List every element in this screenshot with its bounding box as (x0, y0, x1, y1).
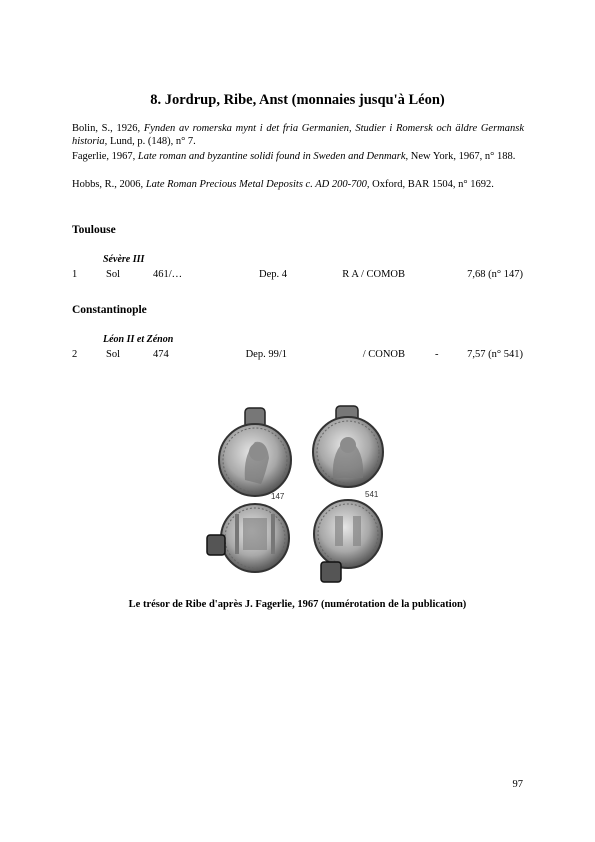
coin-147-obverse (219, 408, 291, 496)
bib-author: Bolin, S., 1926, (72, 123, 144, 134)
page-title: 8. Jordrup, Ribe, Anst (monnaies jusqu'à Léon) (150, 92, 445, 108)
ruler-heading: Sévère III (103, 254, 145, 265)
bib-details: , New York, 1967, n° 188. (405, 151, 516, 162)
coin-date: 474 (153, 349, 169, 360)
coin-label-147: 147 (271, 492, 285, 501)
bib-details: Oxford, BAR 1504, n° 1692. (369, 179, 494, 190)
coin-deposit: Dep. 99/1 (245, 349, 287, 360)
coin-number: 1 (72, 269, 78, 280)
bib-details: Lund, p. (148), n° 7. (107, 136, 196, 147)
bib-title: Fynden av romerska mynt i det fria Germanien, Studier i Romersk och äldre Germansk historia, (72, 123, 524, 147)
coin-541-reverse (314, 500, 382, 582)
coin-541-obverse (313, 406, 383, 487)
mint-heading: Toulouse (72, 224, 116, 236)
bib-author: Hobbs, R., 2006, (72, 179, 146, 190)
coin-dash: - (435, 349, 439, 360)
bibliography-entry (72, 122, 524, 148)
coin-legend: R A / COMOB (342, 269, 405, 280)
coin-deposit: Dep. 4 (259, 269, 287, 280)
ruler-heading: Léon II et Zénon (103, 334, 174, 345)
coin-number: 2 (72, 349, 78, 360)
coin-photographs (205, 400, 390, 590)
page-number: 97 (512, 779, 523, 790)
coin-147-reverse (207, 504, 289, 572)
coin-type: Sol (106, 269, 121, 280)
coin-legend: / CONOB (362, 349, 405, 360)
coin-weight: 7,68 (n° 147) (467, 269, 523, 280)
coin-date: 461/… (153, 269, 183, 280)
figure-caption: Le trésor de Ribe d'après J. Fagerlie, 1967 (numérotation de la publication) (128, 599, 467, 610)
bibliography-entry (72, 150, 524, 163)
mint-heading: Constantinople (72, 304, 147, 316)
coin-label-541: 541 (365, 490, 379, 499)
bib-title: Late roman and byzantine solidi found in Sweden and Denmark (137, 151, 406, 162)
coin-weight: 7,57 (n° 541) (467, 349, 523, 360)
bibliography-entry (72, 178, 524, 191)
bib-author: Fagerlie, 1967, (72, 151, 138, 162)
coin-type: Sol (106, 349, 121, 360)
bib-title: Late Roman Precious Metal Deposits c. AD 200-700, (145, 179, 370, 190)
